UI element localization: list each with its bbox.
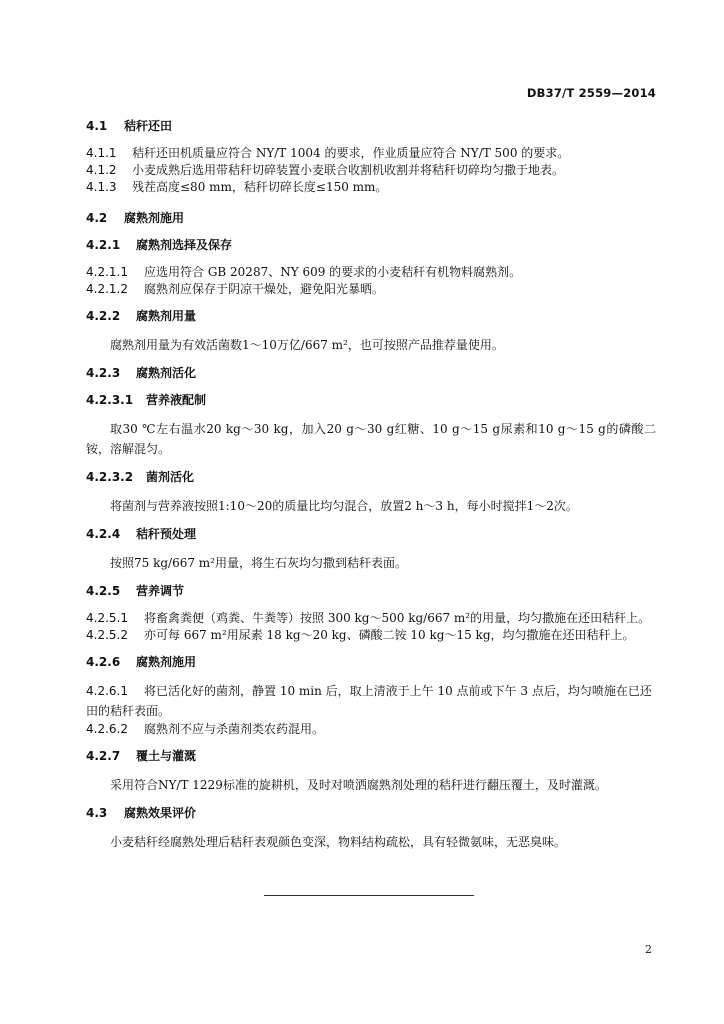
- document-code-header: DB37/T 2559—2014: [526, 86, 656, 100]
- subsection-heading: [86, 654, 656, 671]
- subsection-heading: [86, 308, 656, 325]
- paragraph: 按照75 kg/667 m²用量，将生石灰均匀撒到秸秆表面。: [110, 556, 407, 570]
- section-title: 腐熟效果评价: [124, 806, 197, 820]
- clause: [86, 162, 656, 179]
- clause-text: 腐熟剂应保存于阴凉干燥处，避免阳光暴晒。: [144, 282, 385, 296]
- subsection-heading: [86, 237, 656, 254]
- subsection-number: 4.2.5: [86, 584, 121, 598]
- clause-number: 4.2.6.2: [86, 722, 128, 736]
- clause-text: 亦可每 667 m²用尿素 18 kg～20 kg、磷酸二铵 10 kg～15 kg，均匀撒施在还田秸秆上。: [144, 628, 635, 642]
- subsubsection-number: 4.2.3.1: [86, 393, 134, 407]
- clause-text: 将畜禽粪便（鸡粪、牛粪等）按照 300 kg～500 kg/667 m²的用量，均匀撒施在还田秸秆上。: [144, 611, 651, 625]
- subsection-heading: [86, 583, 656, 600]
- subsubsection-title: 营养液配制: [146, 393, 207, 407]
- subsubsection-title: 菌剂活化: [146, 470, 195, 484]
- clause: [86, 681, 656, 721]
- subsection-number: 4.2.4: [86, 527, 121, 541]
- clause-text: 腐熟剂不应与杀菌剂类农药混用。: [144, 722, 325, 736]
- section-number: 4.1: [86, 119, 108, 133]
- clause-number: 4.1.3: [86, 180, 117, 194]
- subsection-title: 腐熟剂活化: [136, 366, 197, 380]
- clause: [86, 179, 656, 196]
- section-heading: [86, 805, 656, 822]
- clause-number: 4.2.5.2: [86, 628, 128, 642]
- section-number: 4.3: [86, 806, 108, 820]
- section-heading: [86, 210, 656, 227]
- clause: [86, 145, 656, 162]
- section-heading: [86, 118, 656, 135]
- subsection-number: 4.2.1: [86, 238, 121, 252]
- paragraph: 小麦秸秆经腐熟处理后秸秆表观颜色变深，物料结构疏松，具有轻微氨味，无恶臭味。: [110, 835, 567, 849]
- section-title: 秸秆还田: [124, 119, 173, 133]
- clause-text: 残茬高度≤80 mm，秸秆切碎长度≤150 mm。: [132, 180, 388, 194]
- clause: [86, 627, 656, 644]
- document-body: [86, 118, 656, 852]
- subsection-heading: [86, 365, 656, 382]
- paragraph: 将菌剂与营养液按照1:10～20的质量比均匀混合，放置2 h～3 h，每小时搅拌1～2次。: [110, 499, 578, 513]
- subsection-number: 4.2.6: [86, 655, 121, 669]
- clause: [86, 721, 656, 738]
- clause-number: 4.2.5.1: [86, 611, 128, 625]
- clause-number: 4.2.1.1: [86, 265, 128, 279]
- end-rule: [264, 895, 474, 896]
- section-title: 腐熟剂施用: [124, 211, 185, 225]
- subsection-number: 4.2.3: [86, 366, 121, 380]
- subsection-number: 4.2.7: [86, 749, 121, 763]
- subsection-number: 4.2.2: [86, 309, 121, 323]
- paragraph: 取30 ℃左右温水20 kg～30 kg，加入20 g～30 g红糖、10 g～15 g尿素和10 g～15 g的磷酸二铵，溶解混匀。: [86, 422, 656, 456]
- clause-number: 4.1.2: [86, 163, 117, 177]
- paragraph: 腐熟剂用量为有效活菌数1～10万亿/667 m²，也可按照产品推荐量使用。: [110, 338, 504, 352]
- paragraph: 采用符合NY/T 1229标准的旋耕机，及时对喷洒腐熟剂处理的秸秆进行翻压覆土，及时灌溉。: [110, 778, 607, 792]
- subsection-heading: [86, 526, 656, 543]
- page-number: 2: [645, 943, 652, 956]
- section-number: 4.2: [86, 211, 108, 225]
- clause-number: 4.2.1.2: [86, 282, 128, 296]
- subsubsection-number: 4.2.3.2: [86, 470, 134, 484]
- subsubsection-heading: [86, 392, 656, 409]
- subsection-heading: [86, 748, 656, 765]
- subsection-title: 腐熟剂施用: [136, 655, 197, 669]
- subsubsection-heading: [86, 469, 656, 486]
- subsection-title: 覆土与灌溉: [136, 749, 197, 763]
- clause: [86, 610, 656, 627]
- clause-text: 秸秆还田机质量应符合 NY/T 1004 的要求，作业质量应符合 NY/T 500 的要求。: [132, 146, 570, 160]
- clause-number: 4.1.1: [86, 146, 117, 160]
- subsection-title: 腐熟剂用量: [136, 309, 197, 323]
- subsection-title: 腐熟剂选择及保存: [136, 238, 233, 252]
- clause-text: 将已活化好的菌剂，静置 10 min 后，取上清液于上午 10 点前或下午 3 点后，均匀喷施在已还田的秸秆表面。: [86, 684, 652, 718]
- subsection-title: 营养调节: [136, 584, 185, 598]
- clause-number: 4.2.6.1: [86, 684, 128, 698]
- clause: [86, 281, 656, 298]
- clause: [86, 264, 656, 281]
- subsection-title: 秸秆预处理: [136, 527, 197, 541]
- clause-text: 应选用符合 GB 20287、NY 609 的要求的小麦秸秆有机物料腐熟剂。: [144, 265, 522, 279]
- clause-text: 小麦成熟后选用带秸秆切碎装置小麦联合收割机收割并将秸秆切碎均匀撒于地表。: [132, 163, 565, 177]
